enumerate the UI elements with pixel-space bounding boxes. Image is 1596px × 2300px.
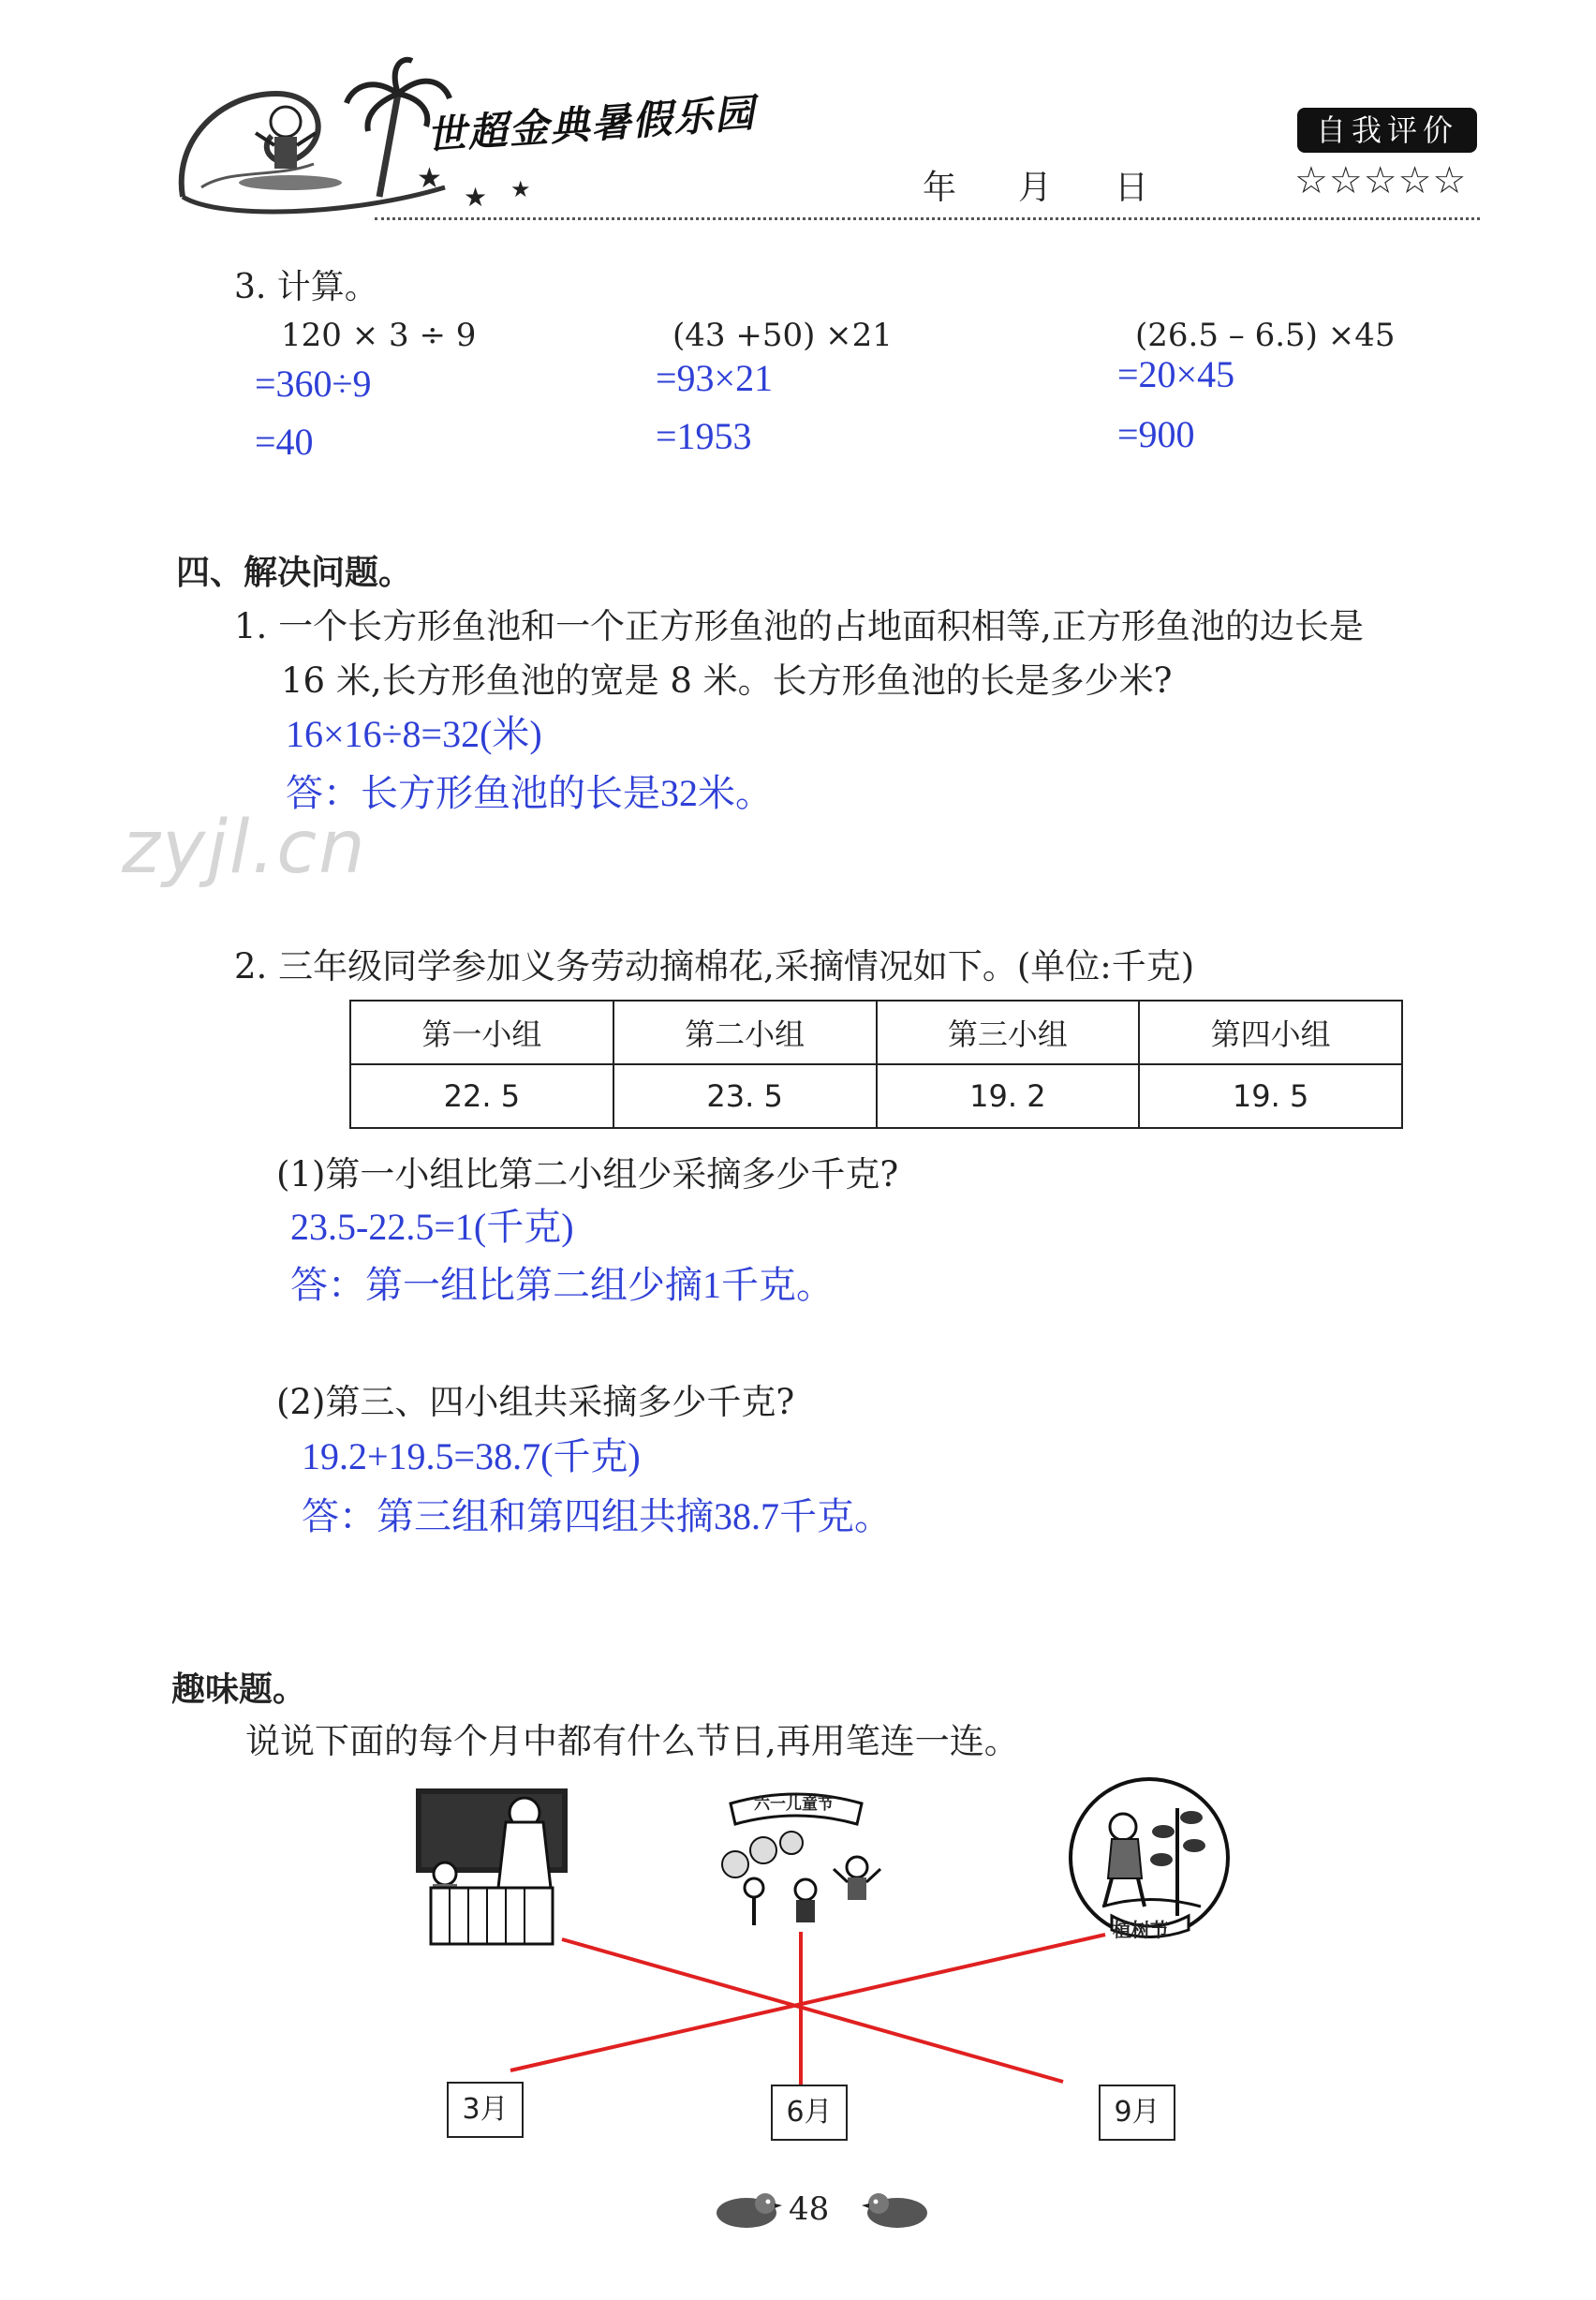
q2-sub1-question: (1)第一小组比第二小组少采摘多少千克?: [276, 1154, 899, 1195]
table-header-cell: 第二小组: [613, 1001, 877, 1064]
date-month-label: 月: [1018, 169, 1053, 207]
table-value-cell: 22. 5: [350, 1064, 613, 1128]
q2-sub2-answer: 答：第三组和第四组共摘38.7千克。: [302, 1495, 892, 1537]
month-box-september: 9月: [1099, 2085, 1175, 2141]
svg-text:★: ★: [464, 182, 488, 213]
q2-sub1-answer: 答：第一组比第二组少摘1千克。: [290, 1264, 834, 1306]
calc-expression-2: (43 +50) ×21: [672, 317, 893, 354]
month-box-june: 6月: [771, 2085, 848, 2141]
q1-text-line2: 16 米,长方形鱼池的宽是 8 米。长方形鱼池的长是多少米?: [281, 660, 1173, 701]
table-value-cell: 19. 5: [1139, 1064, 1402, 1128]
table-value-cell: 23. 5: [613, 1064, 877, 1128]
calc-step-2b: =1953: [656, 415, 752, 457]
svg-text:★: ★: [510, 176, 531, 202]
q2-sub2-question: (2)第三、四小组共采摘多少千克?: [276, 1382, 795, 1422]
self-evaluation-badge: 自我评价: [1297, 108, 1477, 153]
svg-text:★: ★: [417, 162, 442, 195]
calc-step-3a: =20×45: [1117, 353, 1235, 395]
bird-left-icon: [707, 2185, 782, 2232]
fun-instruction: 说说下面的每个月中都有什么节日,再用笔连一连。: [245, 1721, 1019, 1761]
calc-step-3b: =900: [1117, 413, 1195, 455]
childrens-day-banner: 六一儿童节: [754, 1795, 834, 1814]
q2-intro: 2. 三年级同学参加义务劳动摘棉花,采摘情况如下。(单位:千克): [234, 946, 1195, 987]
q1-work: 16×16÷8=32(米): [286, 713, 542, 755]
month-box-march: 3月: [447, 2082, 524, 2138]
table-value-cell: 19. 2: [877, 1064, 1140, 1128]
table-header-cell: 第三小组: [877, 1001, 1140, 1064]
table-header-cell: 第一小组: [350, 1001, 613, 1064]
q2-sub2-work: 19.2+19.5=38.7(千克): [302, 1435, 641, 1477]
fun-title: 趣味题。: [171, 1669, 307, 1709]
section4-title: 四、解决问题。: [176, 553, 413, 592]
calc-step-1b: =40: [255, 421, 314, 463]
calc-expression-3: (26.5 – 6.5) ×45: [1135, 317, 1396, 354]
calc-expression-1: 120 × 3 ÷ 9: [281, 317, 477, 354]
page-number: 48: [789, 2190, 830, 2228]
bird-right-icon: [862, 2185, 937, 2232]
rating-stars: ☆☆☆☆☆: [1294, 159, 1468, 202]
watermark: zyjl.cn: [122, 806, 367, 890]
q1-text-line1: 1. 一个长方形鱼池和一个正方形鱼池的占地面积相等,正方形鱼池的边长是: [234, 606, 1364, 646]
calc-step-1a: =360÷9: [255, 363, 372, 405]
table-header-cell: 第四小组: [1139, 1001, 1402, 1064]
q1-answer: 答：长方形鱼池的长是32米。: [286, 772, 773, 814]
calc-step-2a: =93×21: [656, 357, 774, 399]
match-line-march: [510, 1935, 1105, 2070]
date-day-label: 日: [1115, 169, 1149, 207]
tree-planting-day-label: 植树节: [1113, 1919, 1169, 1941]
series-title: 世超金典暑假乐园: [424, 89, 758, 159]
q2-sub1-work: 23.5-22.5=1(千克): [290, 1206, 574, 1248]
date-year-label: 年: [923, 169, 957, 207]
section3-title: 3. 计算。: [234, 268, 378, 306]
